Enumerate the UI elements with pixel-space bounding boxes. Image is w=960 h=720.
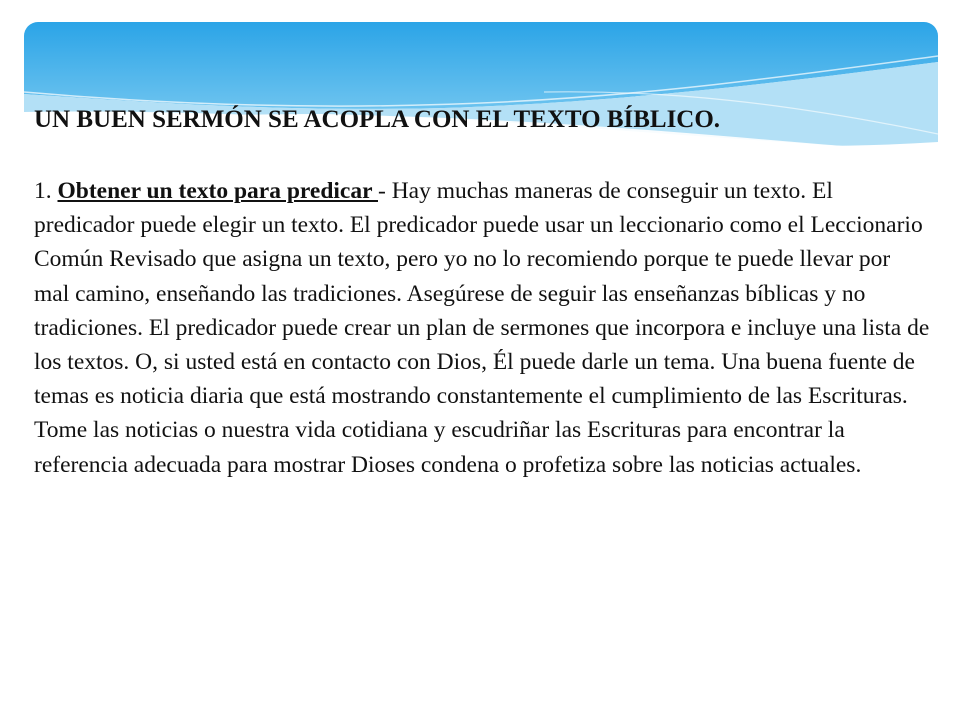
slide-title: UN BUEN SERMÓN SE ACOPLA CON EL TEXTO BÍBLICO. <box>34 106 721 133</box>
point-separator: - <box>378 178 392 204</box>
point-number: 1. <box>34 178 58 204</box>
point-paragraph <box>34 174 930 482</box>
point-heading: Obtener un texto para predicar <box>57 178 378 204</box>
slide-content <box>34 104 930 482</box>
point-text: Hay muchas maneras de conseguir un texto. El predicador puede elegir un texto. El predicador puede usar un leccionario como el Leccionario Común Revisado que asigna un texto, pero yo no lo recomiendo porque te puede llevar por mal camino, enseñando las tradiciones. Asegúrese de seguir las enseñanzas bíblicas y no tradiciones. El predicador puede crear un plan de sermones que incorpora e incluye una lista de los textos. O, si usted está en contacto con Dios, Él puede darle un tema. Una buena fuente de temas es noticia diaria que está mostrando constantemente el cumplimiento de las Escrituras. Tome las noticias o nuestra vida cotidiana y escudriñar las Escrituras para encontrar la referencia adecuada para mostrar Dioses condena o profetiza sobre las noticias actuales. <box>34 178 930 478</box>
